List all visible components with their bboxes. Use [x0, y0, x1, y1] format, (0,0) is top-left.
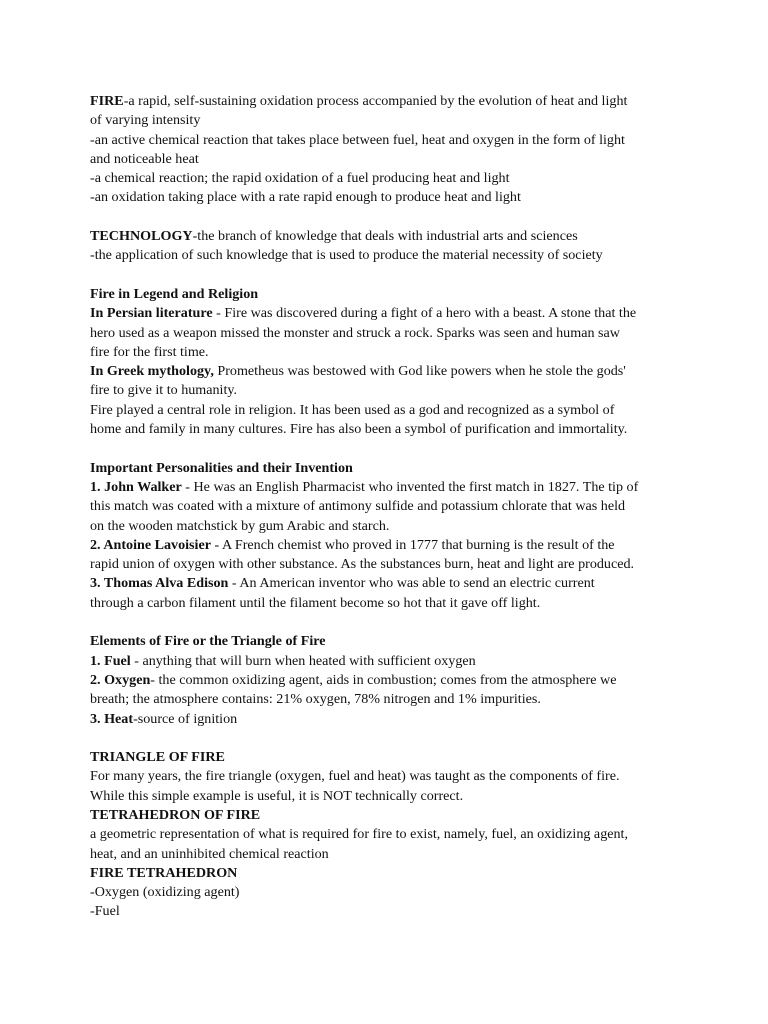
e3-text: -source of ignition [133, 710, 238, 727]
p3-text-b: through a carbon filament until the filament become so hot that it gave off light. [90, 594, 541, 611]
e3-label: 3. Heat [90, 710, 134, 727]
persian-text-c: fire for the first time. [90, 343, 209, 360]
personalities-heading-text: Important Personalities and their Invention [90, 459, 353, 476]
document-page [90, 92, 690, 922]
p3-text-a: - An American inventor who was able to send an electric current [228, 575, 595, 592]
e3-line [90, 710, 690, 729]
fire-def1-line [90, 92, 690, 111]
triangle-heading [90, 748, 690, 767]
e2-text-b: breath; the atmosphere contains: 21% oxygen, 78% nitrogen and 1% impurities. [90, 691, 541, 708]
fire-tetrahedron-item-fuel: -Fuel [90, 903, 120, 920]
triangle-heading-text: TRIANGLE OF FIRE [90, 749, 225, 766]
tetrahedron-heading [90, 806, 690, 825]
technology-def1-line [90, 227, 690, 246]
persian-line-a [90, 304, 690, 323]
e1-line [90, 652, 690, 671]
fire-term: FIRE [90, 93, 124, 109]
tetrahedron-text-b: heat, and an uninhibited chemical reaction [90, 845, 329, 862]
personalities-heading [90, 459, 690, 478]
p2-line-a [90, 536, 690, 555]
e2-line-a [90, 671, 690, 690]
greek-line-a [90, 362, 690, 381]
spacer [90, 266, 690, 285]
p3-label: 3. Thomas Alva Edison [90, 575, 229, 592]
religion-text-a: Fire played a central role in religion. It has been used as a god and recognized as a symbol of [90, 401, 615, 418]
greek-text-b: fire to give it to humanity. [90, 382, 238, 399]
p2-label: 2. Antoine Lavoisier [90, 536, 211, 553]
e2-label: 2. Oxygen [90, 671, 151, 688]
fire-tetrahedron-item-oxygen: -Oxygen (oxidizing agent) [90, 884, 240, 901]
persian-text-a: - Fire was discovered during a fight of a hero with a beast. A stone that the [212, 305, 637, 322]
technology-def1: -the branch of knowledge that deals with industrial arts and sciences [192, 228, 578, 245]
fire-tetrahedron-heading-text: FIRE TETRAHEDRON [90, 864, 238, 881]
p2-text-b: rapid union of oxygen with other substance. As the substances burn, heat and light are produced. [90, 556, 635, 573]
e2-text-a: - the common oxidizing agent, aids in combustion; comes from the atmosphere we [150, 671, 617, 688]
fire-def4: -an oxidation taking place with a rate rapid enough to produce heat and light [90, 189, 521, 206]
p3-line-a [90, 574, 690, 593]
fire-def1-b: of varying intensity [90, 112, 201, 129]
religion-text-b: home and family in many cultures. Fire has also been a symbol of purification and immortality. [90, 421, 628, 438]
spacer [90, 439, 690, 458]
elements-heading-text: Elements of Fire or the Triangle of Fire [90, 633, 326, 650]
greek-label: In Greek mythology, [90, 363, 214, 380]
fire-def2-a: -an active chemical reaction that takes place between fuel, heat and oxygen in the form of light [90, 131, 625, 148]
p1-text-b: this match was coated with a mixture of antimony sulfide and potassium chlorate that was held [90, 498, 626, 515]
tetrahedron-text-a: a geometric representation of what is required for fire to exist, namely, fuel, an oxidizing agent, [90, 826, 628, 843]
p1-label: 1. John Walker [90, 478, 182, 495]
e1-label: 1. Fuel [90, 652, 131, 669]
p1-line-a [90, 478, 690, 497]
fire-def1-a: -a rapid, self-sustaining oxidation process accompanied by the evolution of heat and light [123, 93, 628, 109]
persian-label: In Persian literature [90, 305, 213, 322]
p1-text-c: on the wooden matchstick by gum Arabic and starch. [90, 517, 390, 534]
technology-term: TECHNOLOGY [90, 228, 193, 245]
legend-heading-text: Fire in Legend and Religion [90, 285, 259, 302]
p2-text-a: - A French chemist who proved in 1777 that burning is the result of the [210, 536, 615, 553]
spacer [90, 208, 690, 227]
p1-text-a: - He was an English Pharmacist who invented the first match in 1827. The tip of [181, 478, 639, 495]
greek-text-a: Prometheus was bestowed with God like powers when he stole the gods' [213, 363, 626, 380]
fire-def3: -a chemical reaction; the rapid oxidation of a fuel producing heat and light [90, 170, 510, 187]
persian-text-b: hero used as a weapon missed the monster and struck a rock. Sparks was seen and human saw [90, 324, 620, 341]
spacer [90, 613, 690, 632]
spacer [90, 729, 690, 748]
fire-def2-b: and noticeable heat [90, 150, 199, 167]
tetrahedron-heading-text: TETRAHEDRON OF FIRE [90, 806, 261, 823]
technology-def2: -the application of such knowledge that is used to produce the material necessity of society [90, 247, 603, 264]
elements-heading [90, 632, 690, 651]
fire-tetrahedron-heading [90, 864, 690, 883]
triangle-text-b: While this simple example is useful, it is NOT technically correct. [90, 787, 464, 804]
legend-heading [90, 285, 690, 304]
triangle-text-a: For many years, the fire triangle (oxygen, fuel and heat) was taught as the components of fire. [90, 768, 620, 785]
e1-text: - anything that will burn when heated with sufficient oxygen [130, 652, 476, 669]
